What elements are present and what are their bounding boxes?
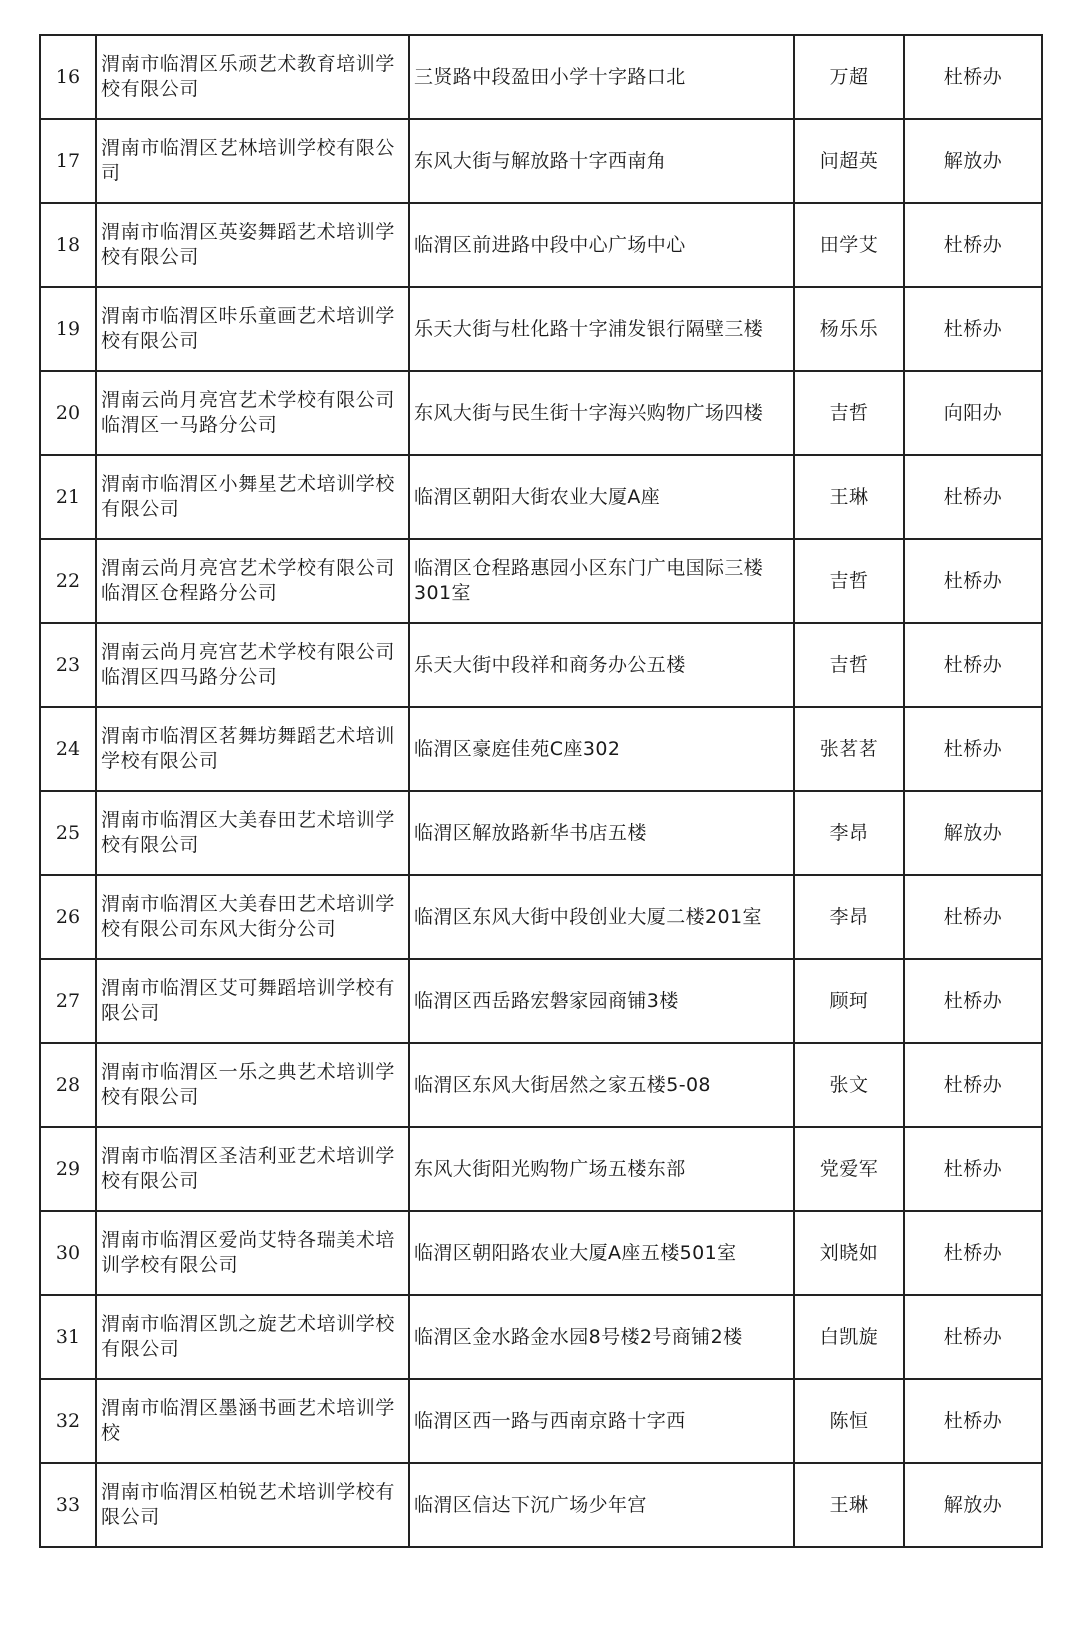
school-address: 乐天大街中段祥和商务办公五楼 [409,623,794,707]
row-number: 21 [40,455,96,539]
row-number: 22 [40,539,96,623]
contact-person: 吉哲 [794,623,904,707]
sub-district-office: 杜桥办 [904,1295,1042,1379]
school-address: 三贤路中段盈田小学十字路口北 [409,35,794,119]
school-name: 渭南云尚月亮宫艺术学校有限公司临渭区四马路分公司 [96,623,409,707]
sub-district-office: 杜桥办 [904,707,1042,791]
school-address: 乐天大街与杜化路十字浦发银行隔壁三楼 [409,287,794,371]
school-name: 渭南市临渭区艾可舞蹈培训学校有限公司 [96,959,409,1043]
contact-person: 王琳 [794,455,904,539]
contact-person: 杨乐乐 [794,287,904,371]
school-address: 临渭区前进路中段中心广场中心 [409,203,794,287]
row-number: 31 [40,1295,96,1379]
table-row [40,371,1042,455]
row-number: 33 [40,1463,96,1547]
table-row [40,875,1042,959]
row-number: 29 [40,1127,96,1211]
table-row [40,1295,1042,1379]
school-name: 渭南市临渭区凯之旋艺术培训学校有限公司 [96,1295,409,1379]
school-address: 临渭区豪庭佳苑C座302 [409,707,794,791]
document-page [39,34,1041,1548]
sub-district-office: 杜桥办 [904,875,1042,959]
school-address: 临渭区东风大街居然之家五楼5-08 [409,1043,794,1127]
school-address: 临渭区朝阳大街农业大厦A座 [409,455,794,539]
school-address: 东风大街与民生街十字海兴购物广场四楼 [409,371,794,455]
school-registry-table [39,34,1043,1548]
school-address: 临渭区解放路新华书店五楼 [409,791,794,875]
row-number: 19 [40,287,96,371]
table-row [40,287,1042,371]
sub-district-office: 杜桥办 [904,1211,1042,1295]
school-address: 临渭区金水路金水园8号楼2号商铺2楼 [409,1295,794,1379]
table-row [40,539,1042,623]
sub-district-office: 向阳办 [904,371,1042,455]
sub-district-office: 杜桥办 [904,623,1042,707]
contact-person: 张文 [794,1043,904,1127]
table-row [40,623,1042,707]
sub-district-office: 杜桥办 [904,1043,1042,1127]
table-row [40,119,1042,203]
sub-district-office: 杜桥办 [904,959,1042,1043]
row-number: 27 [40,959,96,1043]
school-name: 渭南云尚月亮宫艺术学校有限公司临渭区一马路分公司 [96,371,409,455]
table-body [40,35,1042,1547]
school-address: 东风大街与解放路十字西南角 [409,119,794,203]
row-number: 23 [40,623,96,707]
contact-person: 张茗茗 [794,707,904,791]
sub-district-office: 杜桥办 [904,1379,1042,1463]
sub-district-office: 解放办 [904,119,1042,203]
table-row [40,707,1042,791]
row-number: 16 [40,35,96,119]
table-row [40,1379,1042,1463]
school-name: 渭南市临渭区圣洁利亚艺术培训学校有限公司 [96,1127,409,1211]
sub-district-office: 杜桥办 [904,1127,1042,1211]
row-number: 32 [40,1379,96,1463]
contact-person: 田学艾 [794,203,904,287]
row-number: 28 [40,1043,96,1127]
school-name: 渭南市临渭区茗舞坊舞蹈艺术培训学校有限公司 [96,707,409,791]
table-row [40,35,1042,119]
school-name: 渭南市临渭区小舞星艺术培训学校有限公司 [96,455,409,539]
school-address: 临渭区仓程路惠园小区东门广电国际三楼301室 [409,539,794,623]
contact-person: 顾珂 [794,959,904,1043]
contact-person: 李昂 [794,791,904,875]
contact-person: 吉哲 [794,371,904,455]
contact-person: 党爱军 [794,1127,904,1211]
contact-person: 陈恒 [794,1379,904,1463]
school-name: 渭南市临渭区爱尚艾特各瑞美术培训学校有限公司 [96,1211,409,1295]
sub-district-office: 解放办 [904,791,1042,875]
table-row [40,203,1042,287]
sub-district-office: 杜桥办 [904,35,1042,119]
school-name: 渭南市临渭区大美春田艺术培训学校有限公司东风大街分公司 [96,875,409,959]
sub-district-office: 解放办 [904,1463,1042,1547]
table-row [40,455,1042,539]
school-name: 渭南市临渭区乐顽艺术教育培训学校有限公司 [96,35,409,119]
table-row [40,791,1042,875]
school-address: 临渭区信达下沉广场少年宫 [409,1463,794,1547]
sub-district-office: 杜桥办 [904,539,1042,623]
school-name: 渭南市临渭区咔乐童画艺术培训学校有限公司 [96,287,409,371]
school-address: 临渭区朝阳路农业大厦A座五楼501室 [409,1211,794,1295]
row-number: 24 [40,707,96,791]
table-row [40,1043,1042,1127]
school-address: 临渭区西一路与西南京路十字西 [409,1379,794,1463]
row-number: 17 [40,119,96,203]
row-number: 20 [40,371,96,455]
school-name: 渭南市临渭区英姿舞蹈艺术培训学校有限公司 [96,203,409,287]
sub-district-office: 杜桥办 [904,287,1042,371]
contact-person: 李昂 [794,875,904,959]
school-name: 渭南市临渭区一乐之典艺术培训学校有限公司 [96,1043,409,1127]
school-name: 渭南云尚月亮宫艺术学校有限公司临渭区仓程路分公司 [96,539,409,623]
school-address: 临渭区西岳路宏磐家园商铺3楼 [409,959,794,1043]
table-row [40,1463,1042,1547]
contact-person: 问超英 [794,119,904,203]
contact-person: 万超 [794,35,904,119]
row-number: 25 [40,791,96,875]
contact-person: 刘晓如 [794,1211,904,1295]
contact-person: 吉哲 [794,539,904,623]
table-row [40,959,1042,1043]
row-number: 18 [40,203,96,287]
sub-district-office: 杜桥办 [904,203,1042,287]
sub-district-office: 杜桥办 [904,455,1042,539]
school-name: 渭南市临渭区大美春田艺术培训学校有限公司 [96,791,409,875]
row-number: 26 [40,875,96,959]
row-number: 30 [40,1211,96,1295]
contact-person: 王琳 [794,1463,904,1547]
school-address: 东风大街阳光购物广场五楼东部 [409,1127,794,1211]
school-address: 临渭区东风大街中段创业大厦二楼201室 [409,875,794,959]
school-name: 渭南市临渭区墨涵书画艺术培训学校 [96,1379,409,1463]
contact-person: 白凯旋 [794,1295,904,1379]
school-name: 渭南市临渭区艺林培训学校有限公司 [96,119,409,203]
table-row [40,1211,1042,1295]
table-row [40,1127,1042,1211]
school-name: 渭南市临渭区柏锐艺术培训学校有限公司 [96,1463,409,1547]
